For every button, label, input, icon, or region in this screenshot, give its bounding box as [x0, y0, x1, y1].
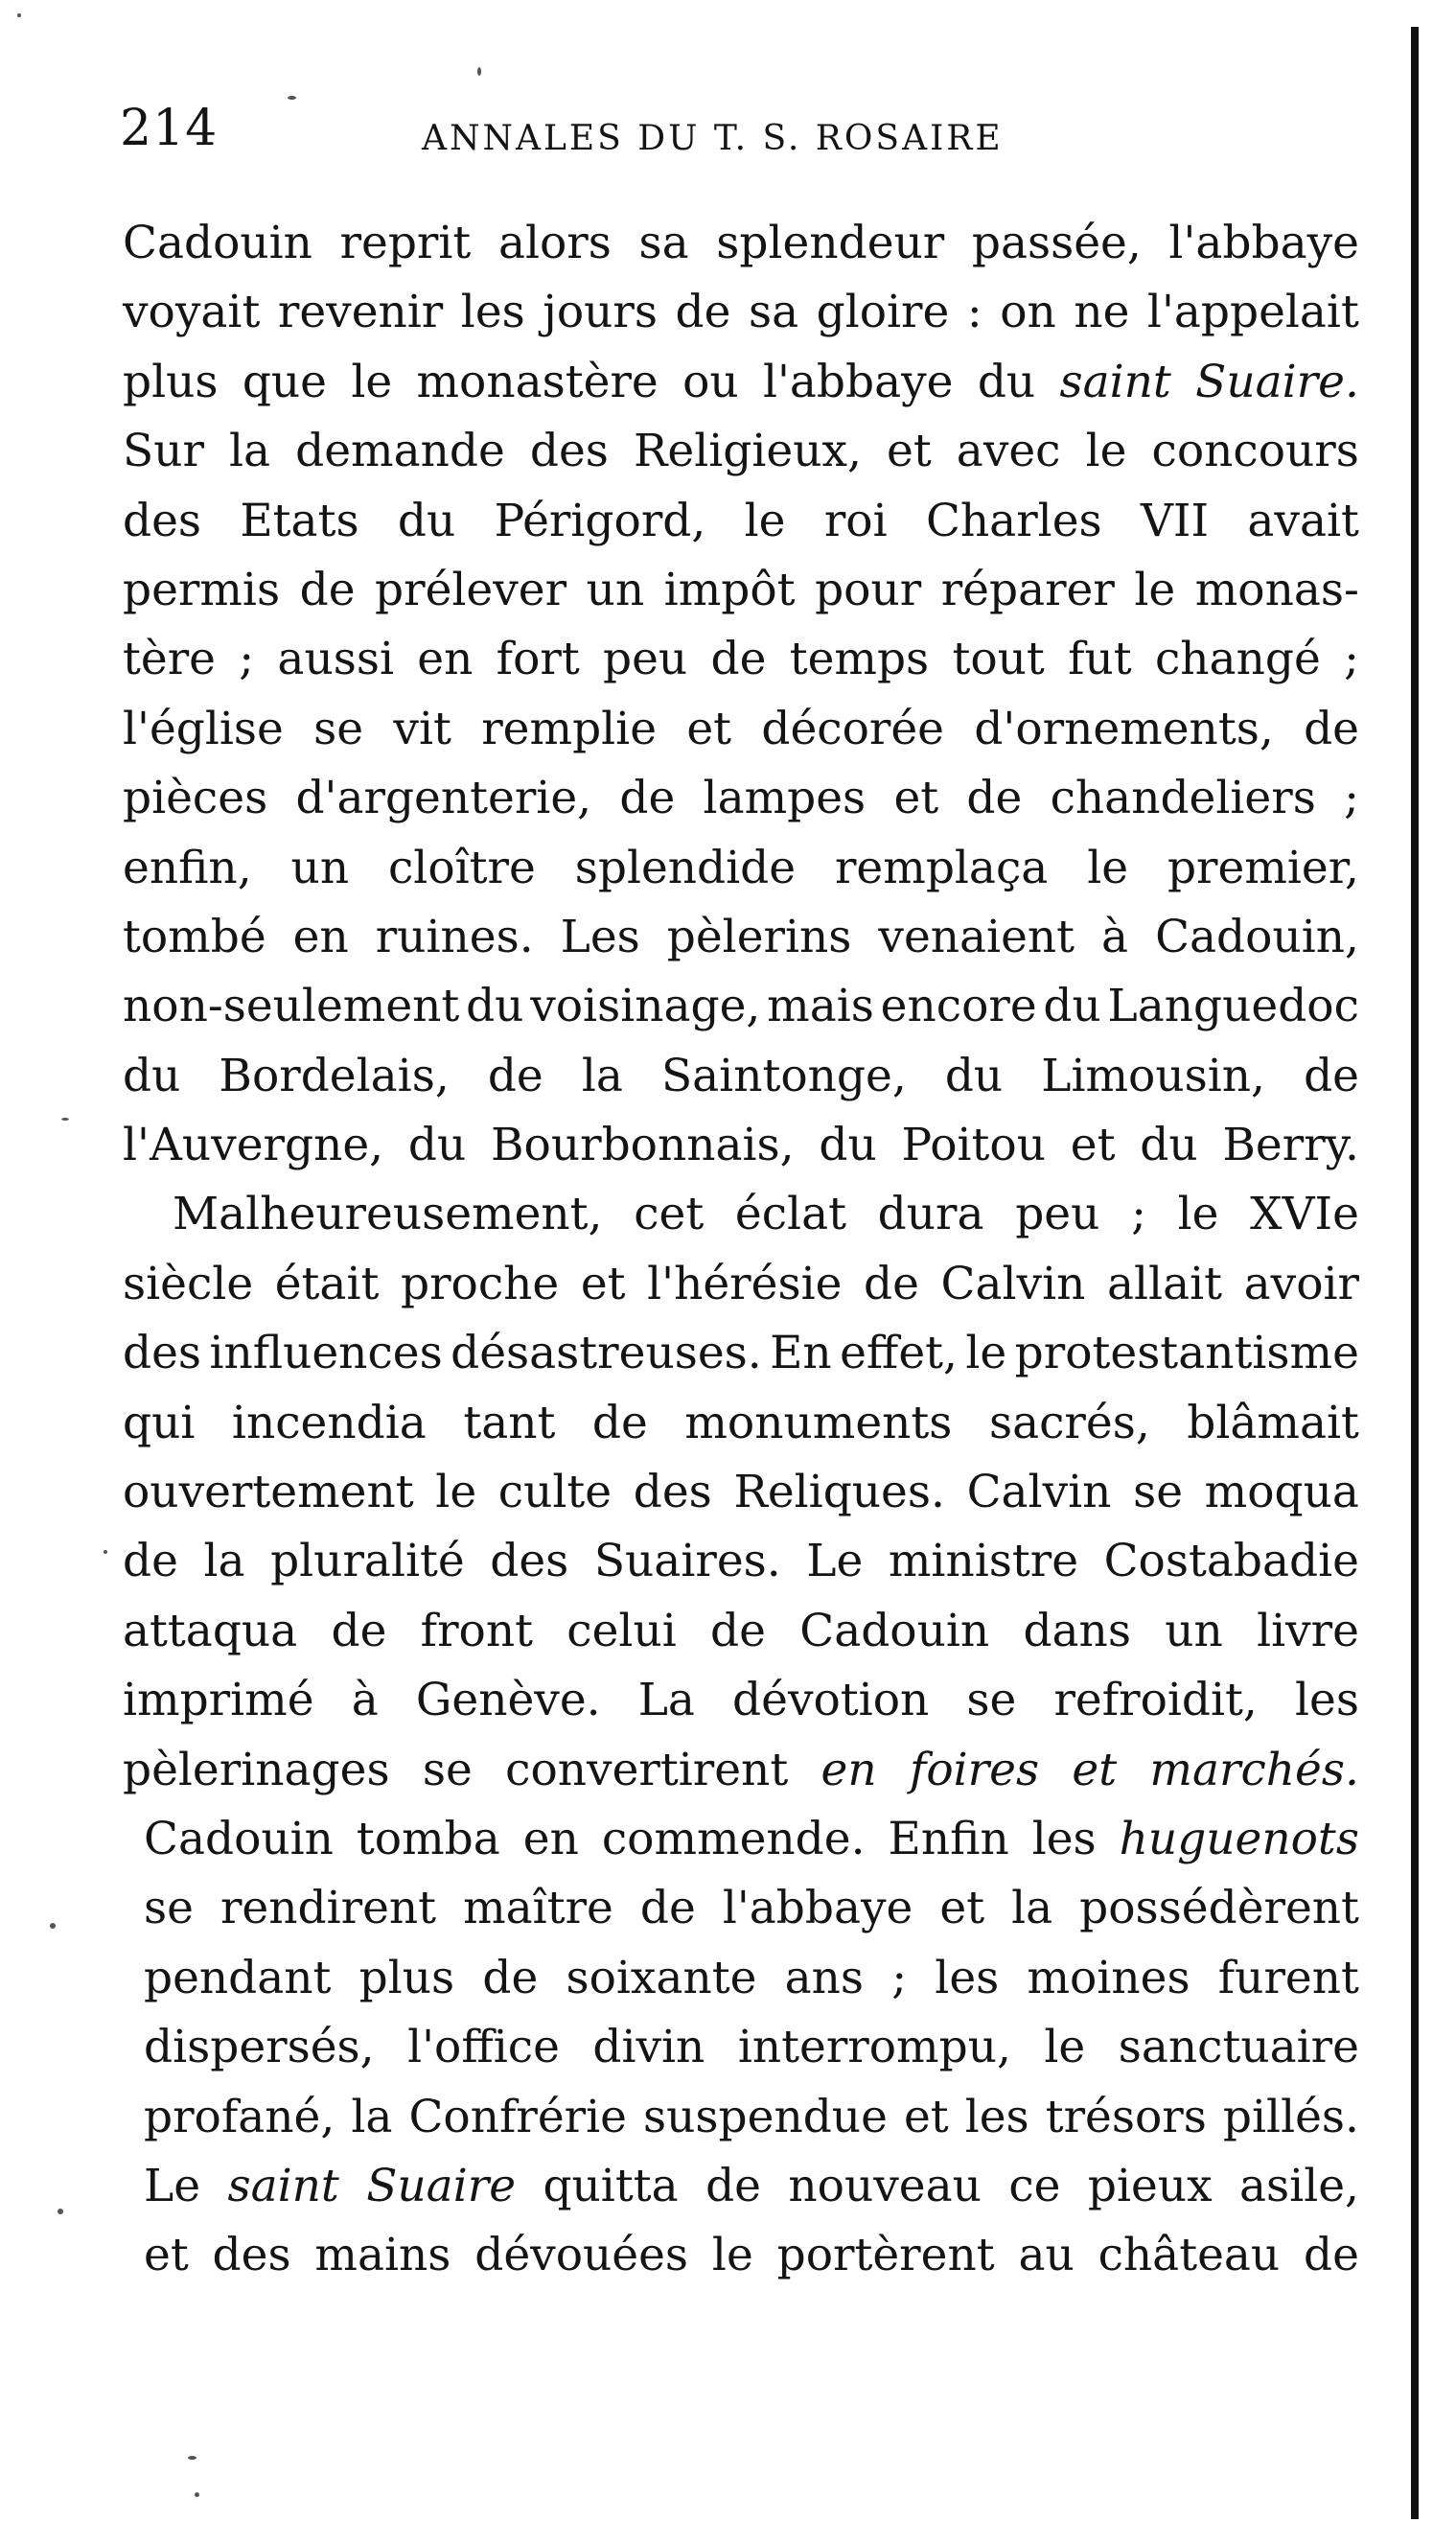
- word: du: [397, 494, 456, 547]
- word: marchés.: [1149, 1743, 1359, 1796]
- word: allait: [1107, 1257, 1223, 1310]
- word: du: [977, 355, 1036, 408]
- word: ;: [1344, 633, 1359, 686]
- word: les: [1031, 1812, 1097, 1865]
- word: de: [299, 563, 356, 616]
- paper-speck: [17, 13, 21, 17]
- word: la: [581, 1049, 623, 1102]
- word: passée,: [971, 217, 1142, 269]
- text-line: [123, 1111, 1359, 1180]
- word: monastère: [416, 355, 659, 408]
- word: prélever: [375, 563, 567, 616]
- word: lampes: [703, 772, 867, 825]
- text-line: [123, 834, 1359, 903]
- word: des: [490, 1535, 569, 1588]
- word: et: [893, 772, 939, 825]
- word: interrompu,: [737, 2021, 1011, 2074]
- word: du: [123, 1049, 181, 1102]
- paper-speck: [104, 1550, 107, 1554]
- word: les: [964, 2090, 1029, 2143]
- word: voyait: [123, 286, 261, 339]
- word: nouveau: [788, 2159, 982, 2212]
- word: moines: [1027, 1951, 1190, 2004]
- word: Etats: [240, 494, 359, 547]
- word: Périgord,: [494, 494, 706, 547]
- word: se: [1133, 1466, 1184, 1519]
- word: jours: [543, 286, 659, 339]
- word: pièces: [123, 772, 268, 825]
- word: éclat: [734, 1188, 846, 1241]
- paper-speck: [50, 1923, 56, 1929]
- word: était: [274, 1257, 380, 1310]
- word: attaqua: [123, 1604, 298, 1657]
- word: vit: [393, 702, 451, 755]
- word: de: [487, 1049, 543, 1102]
- word: le: [1087, 841, 1129, 894]
- word: Suaire.: [1195, 355, 1359, 408]
- word: pèlerinages: [123, 1743, 390, 1796]
- word: la: [351, 2090, 393, 2143]
- word: qui: [123, 1396, 196, 1449]
- word: Cadouin: [123, 217, 312, 269]
- word: de: [1304, 1049, 1359, 1102]
- word: ministre: [888, 1535, 1079, 1588]
- text-line: [123, 1874, 1359, 1943]
- word: se: [144, 1882, 194, 1935]
- text-line: [123, 556, 1359, 625]
- word: Suaires.: [593, 1535, 781, 1588]
- word: du: [407, 1119, 467, 1172]
- word: de: [864, 1257, 919, 1310]
- text-line: [123, 348, 1359, 417]
- word: et: [887, 425, 932, 478]
- word: et: [580, 1257, 626, 1310]
- word: dispersés,: [144, 2021, 375, 2074]
- word: Cadouin: [799, 1604, 990, 1657]
- word: pèlerins: [666, 910, 852, 963]
- word: sa: [638, 217, 689, 269]
- text-line: [123, 1042, 1359, 1111]
- word: tombé: [123, 910, 266, 963]
- word: des: [529, 425, 609, 478]
- word: culte: [497, 1466, 612, 1519]
- word: désastreuses.: [451, 1327, 762, 1380]
- word: aussi: [277, 633, 394, 686]
- word: tère: [123, 633, 216, 686]
- word: foires: [909, 1743, 1040, 1796]
- word: enfin,: [123, 841, 252, 894]
- paper-speck: [61, 1118, 69, 1121]
- word: blâmait: [1187, 1396, 1359, 1449]
- word: pieux: [1087, 2159, 1213, 2212]
- word: convertirent: [505, 1743, 789, 1796]
- word: Reliques.: [733, 1466, 945, 1519]
- word: et: [1070, 1119, 1116, 1172]
- word: décorée: [761, 702, 944, 755]
- word: Berry.: [1222, 1119, 1359, 1172]
- word: en: [417, 633, 474, 686]
- word: ruines.: [375, 910, 534, 963]
- word: du: [1043, 980, 1101, 1033]
- text-line: [123, 1527, 1359, 1596]
- word: fut: [1068, 633, 1132, 686]
- word: à: [1101, 910, 1129, 963]
- word: protestantisme: [1014, 1327, 1359, 1380]
- word: quitta: [543, 2159, 679, 2212]
- word: refroidit,: [1053, 1674, 1258, 1727]
- word: roi: [823, 494, 888, 547]
- text-line: [123, 1597, 1359, 1666]
- word: commende.: [601, 1812, 866, 1865]
- word: cloître: [387, 841, 536, 894]
- word: Enfin: [888, 1812, 1009, 1865]
- text-line: [123, 1250, 1359, 1319]
- word: Malheureusement,: [173, 1188, 603, 1241]
- word: reprit: [339, 217, 472, 269]
- word: de: [482, 1951, 539, 2004]
- word: pendant: [144, 1951, 332, 2004]
- word: furent: [1217, 1951, 1359, 2004]
- page-edge-rule: [1411, 27, 1419, 2519]
- word: changé: [1154, 633, 1321, 686]
- word: venaient: [878, 910, 1075, 963]
- word: de: [710, 633, 767, 686]
- word: saint: [1059, 355, 1171, 408]
- text-line: [123, 1944, 1359, 2013]
- running-title: ANNALES DU T. S. ROSAIRE: [422, 119, 1004, 158]
- word: de: [591, 1396, 648, 1449]
- word: et: [903, 2090, 949, 2143]
- word: de: [619, 772, 676, 825]
- word: Confrérie: [408, 2090, 627, 2143]
- word: un: [290, 841, 350, 894]
- word: imprimé: [123, 1674, 314, 1727]
- word: le: [1044, 2021, 1086, 2074]
- word: le: [351, 355, 393, 408]
- word: Religieux,: [634, 425, 862, 478]
- word: En: [770, 1327, 832, 1380]
- word: mais: [767, 980, 874, 1033]
- word: ou: [682, 355, 739, 408]
- word: de: [675, 286, 731, 339]
- word: l'abbaye: [722, 1882, 913, 1935]
- word: tomba: [356, 1812, 500, 1865]
- word: :: [966, 286, 982, 339]
- word: temps: [789, 633, 930, 686]
- word: et: [144, 2229, 189, 2282]
- word: ;: [1344, 772, 1359, 825]
- word: remplaça: [834, 841, 1049, 894]
- word: asile,: [1239, 2159, 1359, 2212]
- word: les: [935, 1951, 1000, 2004]
- word: plus: [358, 1951, 455, 2004]
- word: des: [123, 1327, 202, 1380]
- paper-speck: [195, 2492, 199, 2497]
- word: Bordelais,: [219, 1049, 450, 1102]
- word: des: [123, 494, 202, 547]
- word: saint: [227, 2159, 339, 2212]
- word: la: [203, 1535, 245, 1588]
- text-line: [123, 417, 1359, 486]
- word: premier,: [1167, 841, 1359, 894]
- word: plus: [123, 355, 219, 408]
- word: l'abbaye: [762, 355, 954, 408]
- word: du: [1140, 1119, 1198, 1172]
- word: se: [422, 1743, 473, 1796]
- text-line: [123, 1805, 1359, 1874]
- word: front: [420, 1604, 533, 1657]
- word: ;: [1131, 1188, 1146, 1241]
- word: encore: [880, 980, 1037, 1033]
- word: non-seulement: [123, 980, 460, 1033]
- word: fort: [496, 633, 580, 686]
- word: profané,: [144, 2090, 335, 2143]
- text-line: [123, 278, 1359, 347]
- word: le: [1177, 1188, 1219, 1241]
- page-number: 214: [120, 100, 219, 157]
- word: Bourbonnais,: [491, 1119, 795, 1172]
- word: Genève.: [415, 1674, 601, 1727]
- word: des: [633, 1466, 712, 1519]
- word: Suaire: [366, 2159, 517, 2212]
- word: Le: [144, 2159, 201, 2212]
- text-line: [123, 2013, 1359, 2082]
- word: effet,: [840, 1327, 958, 1380]
- word: de: [1304, 702, 1359, 755]
- word: que: [242, 355, 327, 408]
- word: le: [711, 2229, 753, 2282]
- word: splendide: [574, 841, 797, 894]
- word: en: [292, 910, 349, 963]
- word: suspendue: [643, 2090, 888, 2143]
- word: de: [1304, 2229, 1359, 2282]
- word: cet: [634, 1188, 705, 1241]
- word: influences: [209, 1327, 443, 1380]
- word: avec: [956, 425, 1061, 478]
- word: voisinage,: [530, 980, 761, 1033]
- word: Calvin: [940, 1257, 1086, 1310]
- word: d'ornements,: [974, 702, 1274, 755]
- word: dura: [877, 1188, 984, 1241]
- word: de: [710, 1604, 766, 1657]
- word: réparer: [940, 563, 1115, 616]
- word: le: [744, 494, 786, 547]
- word: siècle: [123, 1257, 254, 1310]
- word: de: [123, 1535, 178, 1588]
- word: tout: [952, 633, 1045, 686]
- word: le: [435, 1466, 477, 1519]
- word: incendia: [231, 1396, 427, 1449]
- paper-speck: [288, 96, 296, 100]
- word: un: [1165, 1604, 1223, 1657]
- word: gloire: [816, 286, 950, 339]
- word: de: [639, 1882, 696, 1935]
- word: rendirent: [220, 1882, 437, 1935]
- text-line: [123, 1319, 1359, 1388]
- text-line: [123, 2152, 1359, 2221]
- word: se: [966, 1674, 1017, 1727]
- word: Costabadie: [1103, 1535, 1359, 1588]
- word: du: [944, 1049, 1004, 1102]
- word: dans: [1023, 1604, 1131, 1657]
- paper-speck: [58, 2209, 63, 2214]
- word: le: [1134, 563, 1176, 616]
- word: ans: [784, 1951, 865, 2004]
- word: l'église: [123, 702, 284, 755]
- word: la: [229, 425, 271, 478]
- text-line: [123, 695, 1359, 764]
- word: l'Auvergne,: [123, 1119, 384, 1172]
- word: dévotion: [732, 1674, 930, 1727]
- text-line: [123, 1666, 1359, 1735]
- word: revenir: [277, 286, 444, 339]
- word: proche: [400, 1257, 560, 1310]
- word: d'argenterie,: [295, 772, 592, 825]
- text-line: [123, 764, 1359, 833]
- word: splendeur: [716, 217, 945, 269]
- word: possédèrent: [1079, 1882, 1359, 1935]
- word: monuments: [684, 1396, 953, 1449]
- word: trésors: [1045, 2090, 1207, 2143]
- word: le: [1085, 425, 1127, 478]
- word: château: [1098, 2229, 1281, 2282]
- word: de: [331, 1604, 387, 1657]
- word: avait: [1247, 494, 1359, 547]
- running-head: [120, 92, 1361, 159]
- text-line: [123, 1736, 1359, 1805]
- text-line: [123, 972, 1359, 1041]
- word: tant: [463, 1396, 556, 1449]
- word: Sur: [123, 425, 204, 478]
- text-line: [123, 1389, 1359, 1458]
- word: livre: [1257, 1604, 1359, 1657]
- word: se: [313, 702, 364, 755]
- text-line: [123, 903, 1359, 972]
- word: l'office: [407, 2021, 560, 2074]
- word: sacrés,: [988, 1396, 1150, 1449]
- word: celui: [566, 1604, 677, 1657]
- word: permis: [123, 563, 281, 616]
- word: et: [686, 702, 732, 755]
- word: les: [460, 286, 525, 339]
- word: peu: [1015, 1188, 1100, 1241]
- word: au: [1018, 2229, 1075, 2282]
- word: VII: [1140, 494, 1210, 547]
- text-line: [123, 487, 1359, 556]
- word: la: [1011, 1882, 1053, 1935]
- word: l'appelait: [1146, 286, 1359, 339]
- text-line: [123, 1180, 1359, 1249]
- word: soixante: [566, 1951, 757, 2004]
- text-line: [123, 2221, 1359, 2290]
- paper-speck: [188, 2456, 196, 2460]
- paper-speck: [477, 67, 481, 76]
- word: du: [819, 1119, 877, 1172]
- word: en: [522, 1812, 579, 1865]
- word: moqua: [1204, 1466, 1359, 1519]
- word: ce: [1008, 2159, 1061, 2212]
- word: XVIe: [1250, 1188, 1359, 1241]
- word: Les: [560, 910, 640, 963]
- word: divin: [592, 2021, 705, 2074]
- word: impôt: [663, 563, 796, 616]
- word: concours: [1151, 425, 1359, 478]
- word: on: [1000, 286, 1056, 339]
- word: les: [1294, 1674, 1359, 1727]
- word: sanctuaire: [1118, 2021, 1359, 2074]
- body-text: [123, 209, 1359, 2291]
- text-line: [123, 625, 1359, 694]
- word: ;: [891, 1951, 908, 2004]
- word: Calvin: [966, 1466, 1112, 1519]
- word: peu: [603, 633, 688, 686]
- word: ;: [239, 633, 255, 686]
- word: remplie: [481, 702, 658, 755]
- word: demande: [295, 425, 505, 478]
- word: pillés.: [1222, 2090, 1359, 2143]
- text-line: [123, 2083, 1359, 2152]
- word: l'hérésie: [647, 1257, 843, 1310]
- word: à: [351, 1674, 379, 1727]
- word: Languedoc: [1107, 980, 1359, 1033]
- word: Limousin,: [1041, 1049, 1265, 1102]
- word: Charles: [925, 494, 1102, 547]
- text-line: [123, 209, 1359, 278]
- word: La: [637, 1674, 695, 1727]
- word: avoir: [1243, 1257, 1359, 1310]
- word: mains: [314, 2229, 451, 2282]
- word: ouvertement: [123, 1466, 414, 1519]
- word: de: [705, 2159, 761, 2212]
- word: portèrent: [776, 2229, 995, 2282]
- word: Poitou: [901, 1119, 1047, 1172]
- word: Cadouin: [144, 1812, 334, 1865]
- word: dévouées: [474, 2229, 689, 2282]
- word: Le: [806, 1535, 864, 1588]
- word: huguenots: [1119, 1812, 1359, 1865]
- word: sa: [748, 286, 799, 339]
- word: monas-: [1194, 563, 1359, 616]
- word: et: [939, 1882, 985, 1935]
- word: alors: [497, 217, 612, 269]
- word: Saintonge,: [660, 1049, 907, 1102]
- word: Cadouin,: [1155, 910, 1359, 963]
- word: et: [1072, 1743, 1118, 1796]
- word: un: [586, 563, 645, 616]
- word: l'abbaye: [1168, 217, 1359, 269]
- text-line: [123, 1458, 1359, 1527]
- word: ne: [1074, 286, 1130, 339]
- word: pluralité: [270, 1535, 465, 1588]
- word: maître: [463, 1882, 613, 1935]
- word: du: [466, 980, 524, 1033]
- word: de: [966, 772, 1023, 825]
- word: des: [212, 2229, 291, 2282]
- word: en: [820, 1743, 877, 1796]
- word: chandeliers: [1050, 772, 1316, 825]
- word: pour: [815, 563, 922, 616]
- word: le: [965, 1327, 1007, 1380]
